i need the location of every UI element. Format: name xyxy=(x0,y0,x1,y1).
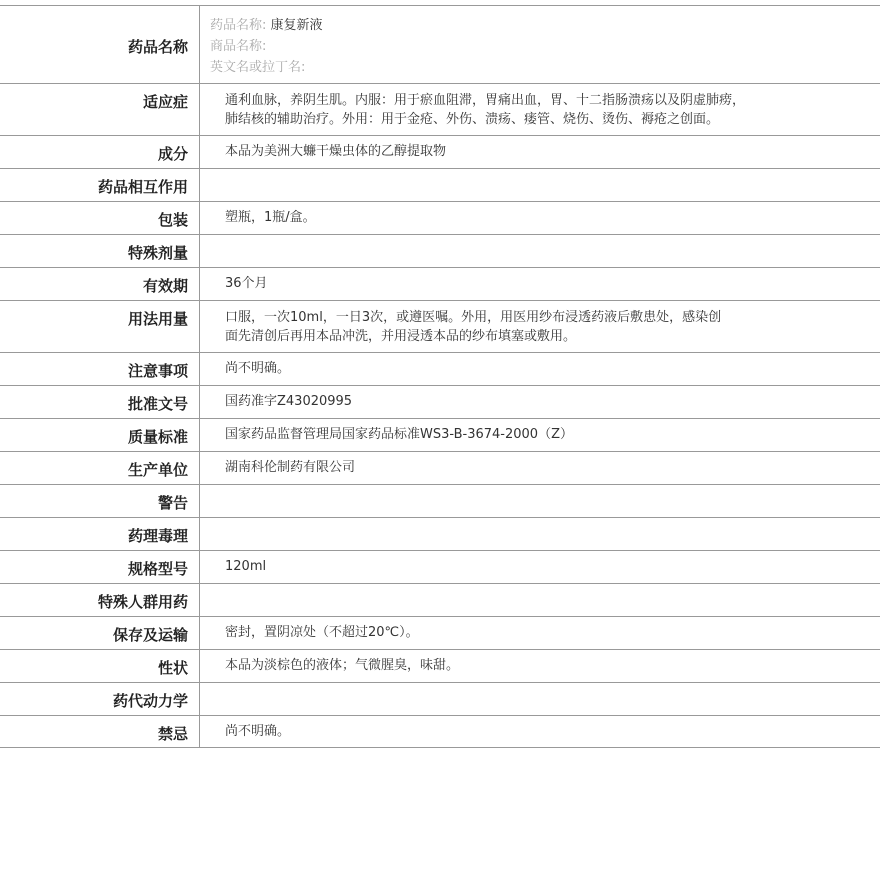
row-value xyxy=(200,683,880,715)
row-value: 国家药品监督管理局国家药品标准WS3-B-3674-2000（Z） xyxy=(225,427,573,442)
row-label: 警告 xyxy=(0,485,200,517)
row-storage xyxy=(0,616,880,649)
row-contraindications xyxy=(0,715,880,748)
row-value xyxy=(200,235,880,267)
row-special-dosage xyxy=(0,234,880,267)
row-pharmacology xyxy=(0,517,880,550)
generic-name-value: 康复新液 xyxy=(270,18,323,33)
row-label: 药品名称 xyxy=(0,6,200,83)
row-shelf-life xyxy=(0,267,880,300)
row-label: 性状 xyxy=(0,650,200,682)
row-label: 保存及运输 xyxy=(0,617,200,649)
value-line: 肺结核的辅助治疗。外用：用于金疮、外伤、溃疡、瘘管、烧伤、烫伤、褥疮之创面。 xyxy=(225,112,720,127)
row-label: 注意事项 xyxy=(0,353,200,385)
row-special-populations xyxy=(0,583,880,616)
row-label: 特殊剂量 xyxy=(0,235,200,267)
value-line: 口服，一次10ml，一日3次，或遵医嘱。外用，用医用纱布浸透药液后敷患处，感染创 xyxy=(225,310,722,325)
row-label: 药品相互作用 xyxy=(0,169,200,201)
row-label: 适应症 xyxy=(0,84,200,135)
row-label: 生产单位 xyxy=(0,452,200,484)
row-label: 质量标准 xyxy=(0,419,200,451)
row-label: 药理毒理 xyxy=(0,518,200,550)
row-warning xyxy=(0,484,880,517)
row-value xyxy=(200,518,880,550)
row-drug-name xyxy=(0,5,880,83)
row-value: 本品为美洲大蠊干燥虫体的乙醇提取物 xyxy=(225,144,447,159)
row-value: 36个月 xyxy=(225,276,268,291)
generic-name-key: 药品名称: xyxy=(210,18,267,33)
row-precautions xyxy=(0,352,880,385)
row-value xyxy=(200,169,880,201)
row-specification xyxy=(0,550,880,583)
trade-name-line xyxy=(210,36,860,57)
row-approval-number xyxy=(0,385,880,418)
row-indications xyxy=(0,83,880,135)
row-packaging xyxy=(0,201,880,234)
value-line: 通利血脉，养阴生肌。内服：用于瘀血阻滞，胃痛出血，胃、十二指肠溃疡以及阴虚肺痨， xyxy=(225,93,746,108)
row-label: 特殊人群用药 xyxy=(0,584,200,616)
row-value: 密封，置阴凉处（不超过20℃）。 xyxy=(225,625,419,640)
english-name-key: 英文名或拉丁名: xyxy=(210,60,306,75)
row-value: 国药准字Z43020995 xyxy=(225,394,353,409)
row-label: 包装 xyxy=(0,202,200,234)
row-manufacturer xyxy=(0,451,880,484)
row-label: 规格型号 xyxy=(0,551,200,583)
row-value: 本品为淡棕色的液体；气微腥臭，味甜。 xyxy=(225,658,460,673)
row-label: 药代动力学 xyxy=(0,683,200,715)
value-line: 面先清创后再用本品冲洗，并用浸透本品的纱布填塞或敷用。 xyxy=(225,329,577,344)
row-value: 尚不明确。 xyxy=(225,361,291,376)
row-label: 有效期 xyxy=(0,268,200,300)
row-pharmacokinetics xyxy=(0,682,880,715)
row-value: 塑瓶，1瓶/盒。 xyxy=(225,210,316,225)
row-value: 湖南科伦制药有限公司 xyxy=(225,460,356,475)
row-dosage xyxy=(0,300,880,352)
generic-name-line xyxy=(210,15,860,36)
drug-info-table xyxy=(0,5,880,748)
row-value xyxy=(200,485,880,517)
row-ingredients xyxy=(0,135,880,168)
row-value xyxy=(200,84,880,135)
row-quality-standard xyxy=(0,418,880,451)
row-value xyxy=(200,6,880,83)
row-value: 尚不明确。 xyxy=(225,724,291,739)
row-label: 用法用量 xyxy=(0,301,200,352)
row-value xyxy=(200,584,880,616)
trade-name-key: 商品名称: xyxy=(210,39,267,54)
row-description xyxy=(0,649,880,682)
row-label: 成分 xyxy=(0,136,200,168)
row-value: 120ml xyxy=(225,559,267,574)
english-name-line xyxy=(210,57,860,78)
row-value xyxy=(200,301,880,352)
row-interactions xyxy=(0,168,880,201)
row-label: 批准文号 xyxy=(0,386,200,418)
row-label: 禁忌 xyxy=(0,716,200,747)
